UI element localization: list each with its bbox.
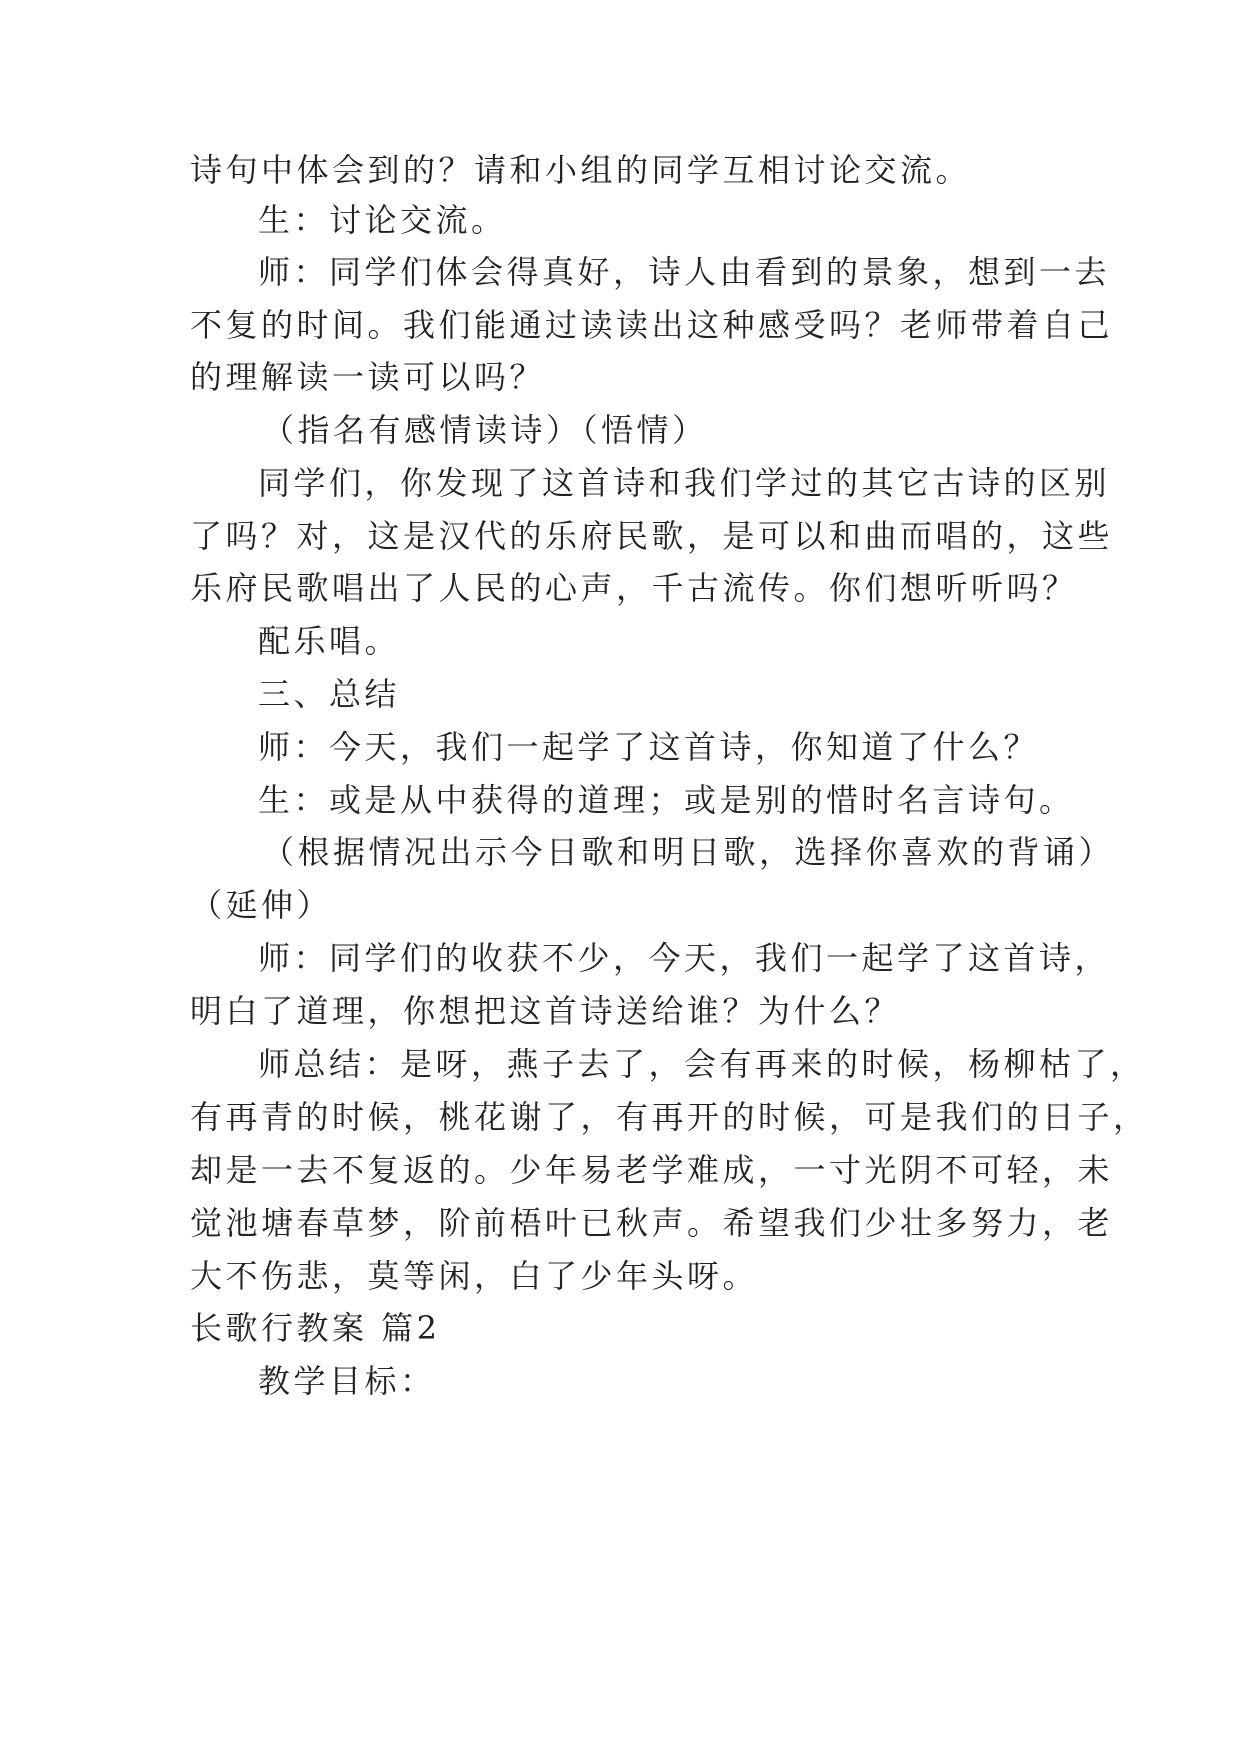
- paragraph-line: 乐府民歌唱出了人民的心声，千古流传。你们想听听吗？: [190, 569, 1078, 607]
- paragraph-line: 教学目标：: [258, 1362, 436, 1400]
- paragraph-line: 生：讨论交流。: [258, 201, 507, 239]
- paragraph-line: 师总结：是呀，燕子去了，会有再来的时候，杨柳枯了，: [258, 1045, 1146, 1083]
- paragraph-line: 师：同学们体会得真好，诗人由看到的景象，想到一去: [258, 253, 1111, 291]
- paragraph-line: 师：同学们的收获不少，今天，我们一起学了这首诗，: [258, 939, 1111, 977]
- paragraph-line: 明白了道理，你想把这首诗送给谁？为什么？: [190, 992, 901, 1030]
- paragraph-line: 觉池塘春草梦，阶前梧叶已秋声。希望我们少壮多努力，老: [190, 1204, 1114, 1242]
- paragraph-line: 配乐唱。: [258, 622, 401, 660]
- paragraph-line: 生：或是从中获得的道理；或是别的惜时名言诗句。: [258, 781, 1075, 819]
- paragraph-line: （根据情况出示今日歌和明日歌，选择你喜欢的背诵）: [262, 833, 1115, 871]
- paragraph-line: 的理解读一读可以吗？: [190, 358, 546, 396]
- paragraph-line: 不复的时间。我们能通过读读出这种感受吗？老师带着自己: [190, 306, 1114, 344]
- paragraph-line: 同学们，你发现了这首诗和我们学过的其它古诗的区别: [258, 464, 1111, 502]
- paragraph-line: 却是一去不复返的。少年易老学难成，一寸光阴不可轻，未: [190, 1151, 1114, 1189]
- section-heading: 三、总结: [258, 675, 401, 713]
- paragraph-line: （指名有感情读诗）（悟情）: [262, 411, 708, 449]
- paragraph-line: （延伸）: [190, 886, 333, 924]
- paragraph-line: 诗句中体会到的？请和小组的同学互相讨论交流。: [190, 151, 972, 189]
- document-heading: 长歌行教案 篇2: [190, 1309, 441, 1347]
- paragraph-line: 有再青的时候，桃花谢了，有再开的时候，可是我们的日子，: [190, 1098, 1149, 1136]
- paragraph-line: 大不伤悲，莫等闲，白了少年头呀。: [190, 1257, 759, 1295]
- paragraph-line: 师：今天，我们一起学了这首诗，你知道了什么？: [258, 728, 1040, 766]
- paragraph-line: 了吗？对，这是汉代的乐府民歌，是可以和曲而唱的，这些: [190, 517, 1114, 555]
